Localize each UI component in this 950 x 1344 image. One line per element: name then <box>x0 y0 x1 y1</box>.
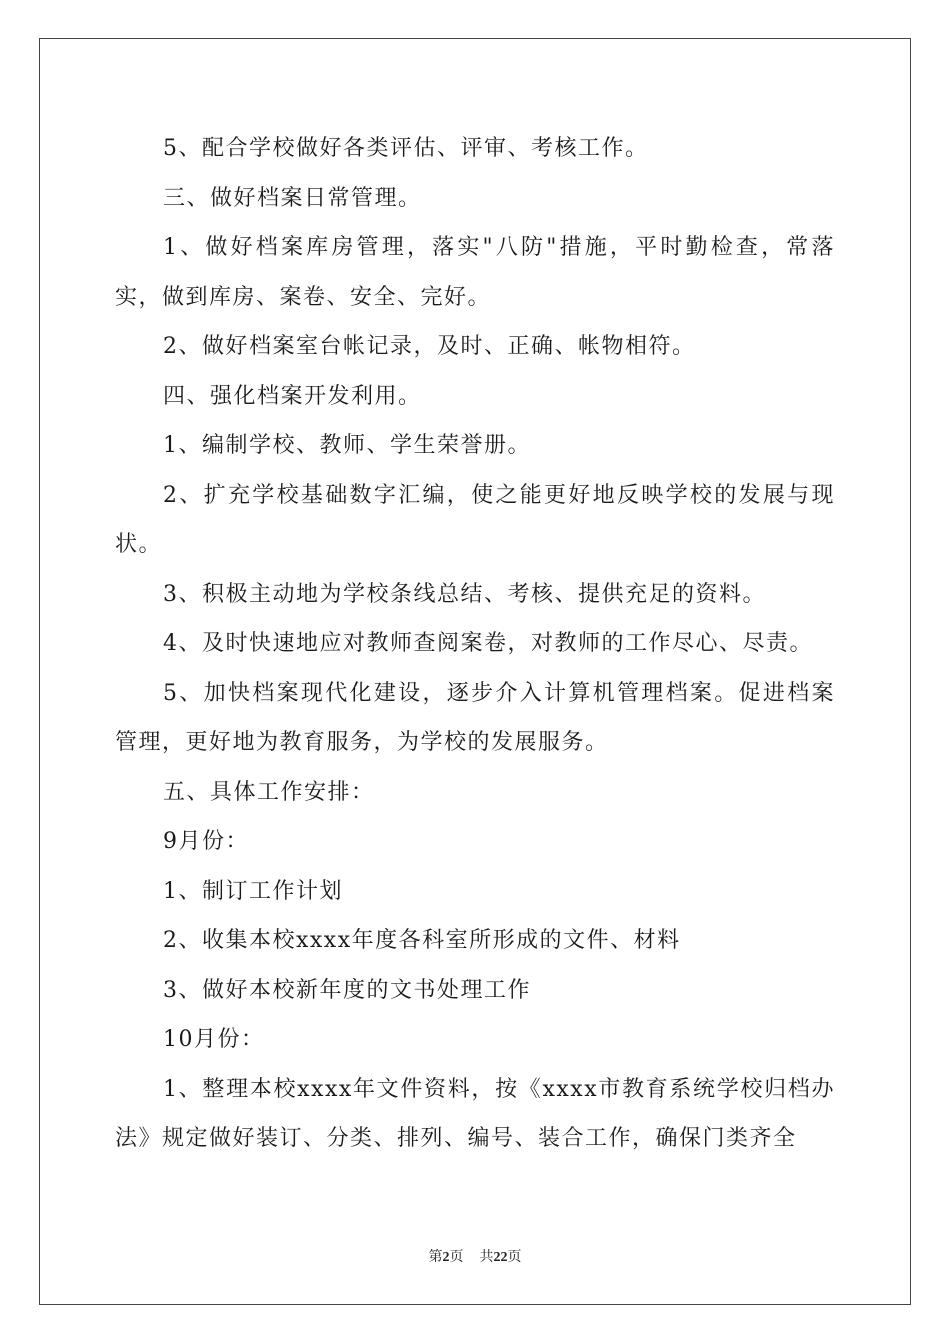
page-number: 2 <box>442 1250 450 1265</box>
total-label-prefix: 共 <box>479 1250 494 1265</box>
section-heading: 四、强化档案开发利用。 <box>163 383 422 409</box>
page-label-prefix: 第 <box>428 1250 443 1265</box>
section-heading: 三、做好档案日常管理。 <box>163 185 422 211</box>
paragraph: 5、加快档案现代化建设，逐步介入计算机管理档案。促进档案管理，更好地为教育服务，为学校的发展服务。 <box>115 680 835 755</box>
paragraph: 2、做好档案室台帐记录，及时、正确、帐物相符。 <box>163 334 696 359</box>
paragraph: 3、做好本校新年度的文书处理工作 <box>163 977 531 1003</box>
total-label-suffix: 页 <box>507 1250 522 1265</box>
month-heading: 10月份： <box>163 1027 265 1052</box>
paragraph: 1、编制学校、教师、学生荣誉册。 <box>163 433 531 458</box>
page-footer <box>0 1246 950 1266</box>
paragraph: 5、配合学校做好各类评估、评审、考核工作。 <box>163 136 649 161</box>
paragraph: 3、积极主动地为学校条线总结、考核、提供充足的资料。 <box>163 581 766 607</box>
paragraph: 1、做好档案库房管理，落实"八防"措施，平时勤检查，常落实，做到库房、案卷、安全、完好。 <box>115 235 835 310</box>
paragraph: 4、及时快速地应对教师查阅案卷，对教师的工作尽心、尽责。 <box>163 631 813 656</box>
document-body <box>115 124 835 1164</box>
paragraph: 2、扩充学校基础数字汇编，使之能更好地反映学校的发展与现状。 <box>115 482 835 557</box>
section-heading: 五、具体工作安排： <box>163 779 375 805</box>
page-label-suffix: 页 <box>449 1250 464 1265</box>
paragraph: 1、整理本校xxxx年文件资料，按《xxxx市教育系统学校归档办法》规定做好装订、分类、排列、编号、装合工作，确保门类齐全 <box>115 1076 835 1151</box>
month-heading: 9月份： <box>163 829 249 854</box>
paragraph: 2、收集本校xxxx年度各科室所形成的文件、材料 <box>163 928 681 953</box>
total-pages: 22 <box>493 1250 508 1265</box>
paragraph: 1、制订工作计划 <box>163 878 343 904</box>
